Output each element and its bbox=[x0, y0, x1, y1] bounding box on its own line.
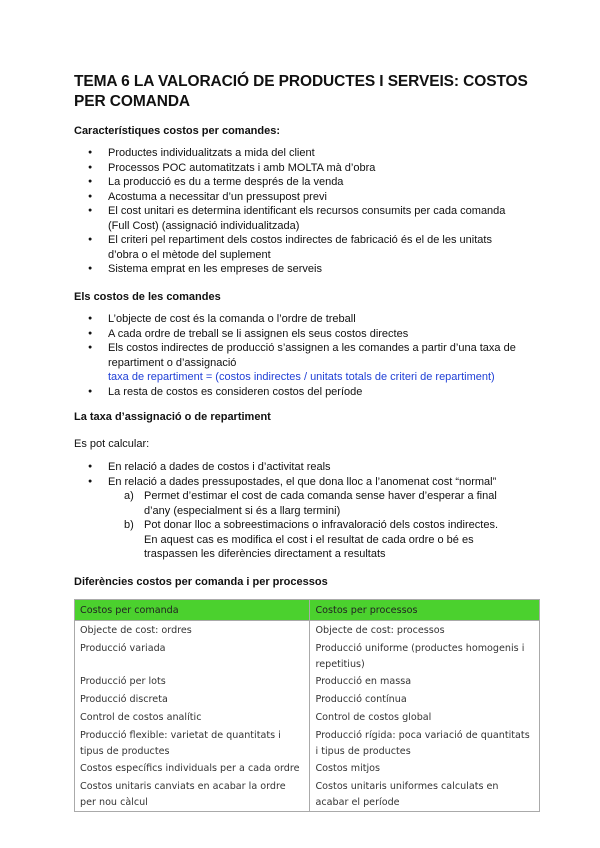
table-cell: Producció flexible: varietat de quantitats i tipus de productes bbox=[75, 726, 310, 760]
list-item: ● En relació a dades de costos i d’activitat reals bbox=[74, 460, 544, 475]
sub-list-marker: b) bbox=[124, 519, 134, 531]
table-cell: Costos mitjos bbox=[310, 759, 540, 777]
table-cell: Costos específics individuals per a cada ordre bbox=[75, 759, 310, 777]
table-cell: Producció en massa bbox=[310, 672, 540, 690]
list-item: ● La producció es du a terme després de la venda bbox=[74, 175, 544, 190]
allocation-list bbox=[74, 460, 544, 489]
list-item bbox=[74, 341, 518, 385]
sub-list-text: Permet d’estimar el cost de cada comanda sense haver d’esperar a final d’any (especialment si és a llarg termini) bbox=[144, 490, 497, 517]
sub-list-marker: a) bbox=[124, 490, 134, 502]
table-cell: Producció variada bbox=[75, 639, 310, 673]
list-item: ● El cost unitari es determina identificant els recursos consumits per cada comanda (Full Cost) (assignació individualitzada) bbox=[74, 204, 508, 233]
sub-list-item bbox=[108, 489, 508, 518]
section-heading-characteristics: Característiques costos per comandes: bbox=[74, 125, 281, 137]
order-costs-list bbox=[74, 312, 544, 399]
table-header-row bbox=[75, 600, 540, 621]
list-item-text: Els costos indirectes de producció s’assignen a les comandes a partir d’una taxa de repartiment o d’assignació bbox=[108, 342, 516, 369]
list-item: ● Productes individualitzats a mida del client bbox=[74, 146, 544, 161]
section-heading-allocation-rate: La taxa d’assignació o de repartiment bbox=[74, 411, 271, 423]
table-header-cell: Costos per comanda bbox=[75, 600, 310, 621]
comparison-table bbox=[74, 599, 540, 812]
table-row bbox=[75, 639, 540, 673]
table-row bbox=[75, 777, 540, 811]
table-cell: Producció contínua bbox=[310, 690, 540, 708]
table-cell: Producció per lots bbox=[75, 672, 310, 690]
formula-text: taxa de repartiment = (costos indirectes / unitats totals de criteri de repartiment) bbox=[108, 371, 495, 383]
list-item: ● La resta de costos es consideren costos del període bbox=[74, 385, 544, 400]
page-title: TEMA 6 LA VALORACIÓ DE PRODUCTES I SERVEIS: COSTOS PER COMANDA bbox=[74, 73, 528, 110]
list-item: ● L’objecte de cost és la comanda o l’ordre de treball bbox=[74, 312, 544, 327]
table-cell: Producció rígida: poca variació de quantitats i tipus de productes bbox=[310, 726, 540, 760]
sub-list-item bbox=[108, 518, 508, 562]
list-item: ● En relació a dades pressupostades, el que dona lloc a l’anomenat cost “normal” bbox=[74, 475, 544, 490]
table-row bbox=[75, 690, 540, 708]
list-item: ● Processos POC automatitzats i amb MOLTA mà d’obra bbox=[74, 161, 544, 176]
list-item: ● A cada ordre de treball se li assignen els seus costos directes bbox=[74, 327, 544, 342]
allocation-sublist bbox=[108, 489, 508, 562]
list-item: ● Acostuma a necessitar d’un pressupost previ bbox=[74, 190, 544, 205]
table-row bbox=[75, 621, 540, 639]
table-cell: Control de costos global bbox=[310, 708, 540, 726]
table-row bbox=[75, 672, 540, 690]
table-row bbox=[75, 759, 540, 777]
list-item: ● Sistema emprat en les empreses de serveis bbox=[74, 262, 544, 277]
table-cell: Objecte de cost: ordres bbox=[75, 621, 310, 639]
table-cell: Control de costos analític bbox=[75, 708, 310, 726]
section-heading-order-costs: Els costos de les comandes bbox=[74, 291, 221, 303]
table-row bbox=[75, 708, 540, 726]
sub-list-text: Pot donar lloc a sobreestimacions o infravaloració dels costos indirectes. En aquest cas es modifica el cost i el resultat de cada ordre o bé es traspassen les diferències directament a resultats bbox=[144, 519, 499, 560]
table-row bbox=[75, 726, 540, 760]
table-cell: Producció uniforme (productes homogenis i repetitius) bbox=[310, 639, 540, 673]
table-header-cell: Costos per processos bbox=[310, 600, 540, 621]
characteristics-list bbox=[74, 146, 544, 277]
table-cell: Objecte de cost: processos bbox=[310, 621, 540, 639]
table-cell: Costos unitaris uniformes calculats en acabar el període bbox=[310, 777, 540, 811]
section-heading-differences: Diferències costos per comanda i per processos bbox=[74, 576, 328, 588]
intro-text: Es pot calcular: bbox=[74, 438, 150, 450]
table-cell: Costos unitaris canviats en acabar la ordre per nou càlcul bbox=[75, 777, 310, 811]
list-item: ● El criteri pel repartiment dels costos indirectes de fabricació és el de les unitats d’obra o el mètode del suplement bbox=[74, 233, 508, 262]
table-cell: Producció discreta bbox=[75, 690, 310, 708]
